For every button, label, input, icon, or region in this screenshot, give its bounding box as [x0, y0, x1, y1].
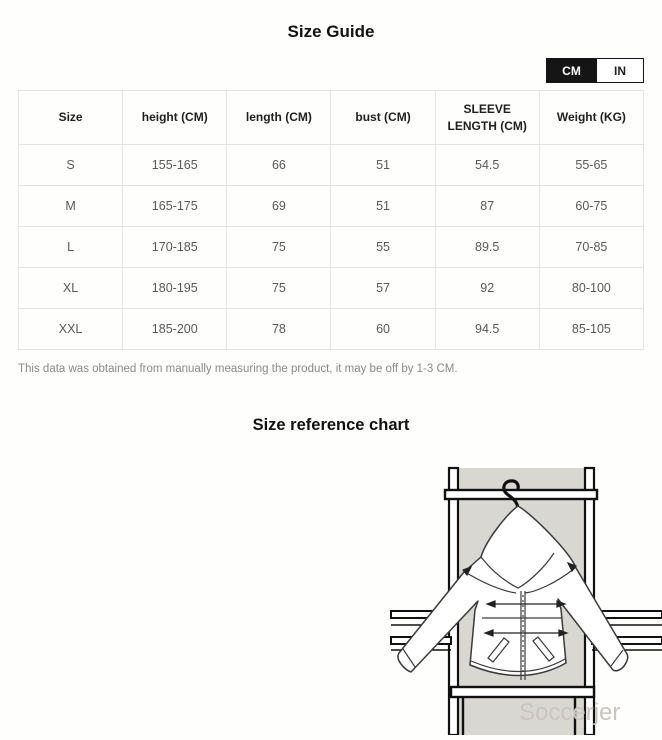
table-cell: 87: [435, 186, 539, 227]
size-table-head: [19, 91, 644, 145]
table-cell: 94.5: [435, 309, 539, 350]
column-header: bust (CM): [331, 91, 435, 145]
jacket-diagram-svg: [385, 460, 662, 735]
column-header: height (CM): [123, 91, 227, 145]
table-cell: XXL: [19, 309, 123, 350]
table-cell: 78: [227, 309, 331, 350]
table-cell: XL: [19, 268, 123, 309]
table-cell: 57: [331, 268, 435, 309]
column-header: Weight (KG): [539, 91, 643, 145]
table-cell: L: [19, 227, 123, 268]
table-cell: 70-85: [539, 227, 643, 268]
table-cell: 155-165: [123, 145, 227, 186]
table-row: [19, 227, 644, 268]
table-cell: 75: [227, 227, 331, 268]
table-cell: 54.5: [435, 145, 539, 186]
section-title: Size reference chart: [252, 416, 410, 434]
table-row: [19, 268, 644, 309]
table-cell: M: [19, 186, 123, 227]
table-cell: 66: [227, 145, 331, 186]
column-header: length (CM): [227, 91, 331, 145]
page-title: Size Guide: [287, 22, 375, 41]
table-cell: 60: [331, 309, 435, 350]
size-reference-diagram: [385, 460, 662, 735]
unit-cm-button[interactable]: CM: [546, 58, 597, 83]
table-cell: 55: [331, 227, 435, 268]
table-cell: 80-100: [539, 268, 643, 309]
table-cell: 185-200: [123, 309, 227, 350]
header-row: [19, 91, 644, 145]
table-note: This data was obtained from manually measuring the product, it may be off by 1-3 CM.: [18, 363, 458, 375]
table-cell: 170-185: [123, 227, 227, 268]
table-row: [19, 186, 644, 227]
table-cell: 51: [331, 186, 435, 227]
column-header: Size: [19, 91, 123, 145]
table-cell: 60-75: [539, 186, 643, 227]
table-cell: 69: [227, 186, 331, 227]
table-cell: 75: [227, 268, 331, 309]
watermark-text: Soccerjer: [519, 699, 621, 726]
closet-rail-top: [445, 490, 597, 499]
closet-rail-bottom: [451, 687, 594, 697]
table-cell: 92: [435, 268, 539, 309]
table-cell: S: [19, 145, 123, 186]
column-header: SLEEVE LENGTH (CM): [435, 91, 539, 145]
table-cell: 51: [331, 145, 435, 186]
unit-toggle: [546, 58, 644, 83]
table-row: [19, 145, 644, 186]
unit-in-button[interactable]: IN: [597, 58, 644, 83]
size-table-body: [19, 145, 644, 350]
table-cell: 89.5: [435, 227, 539, 268]
table-cell: 165-175: [123, 186, 227, 227]
table-row: [19, 309, 644, 350]
table-cell: 85-105: [539, 309, 643, 350]
table-cell: 55-65: [539, 145, 643, 186]
table-cell: 180-195: [123, 268, 227, 309]
size-table: [18, 90, 644, 350]
